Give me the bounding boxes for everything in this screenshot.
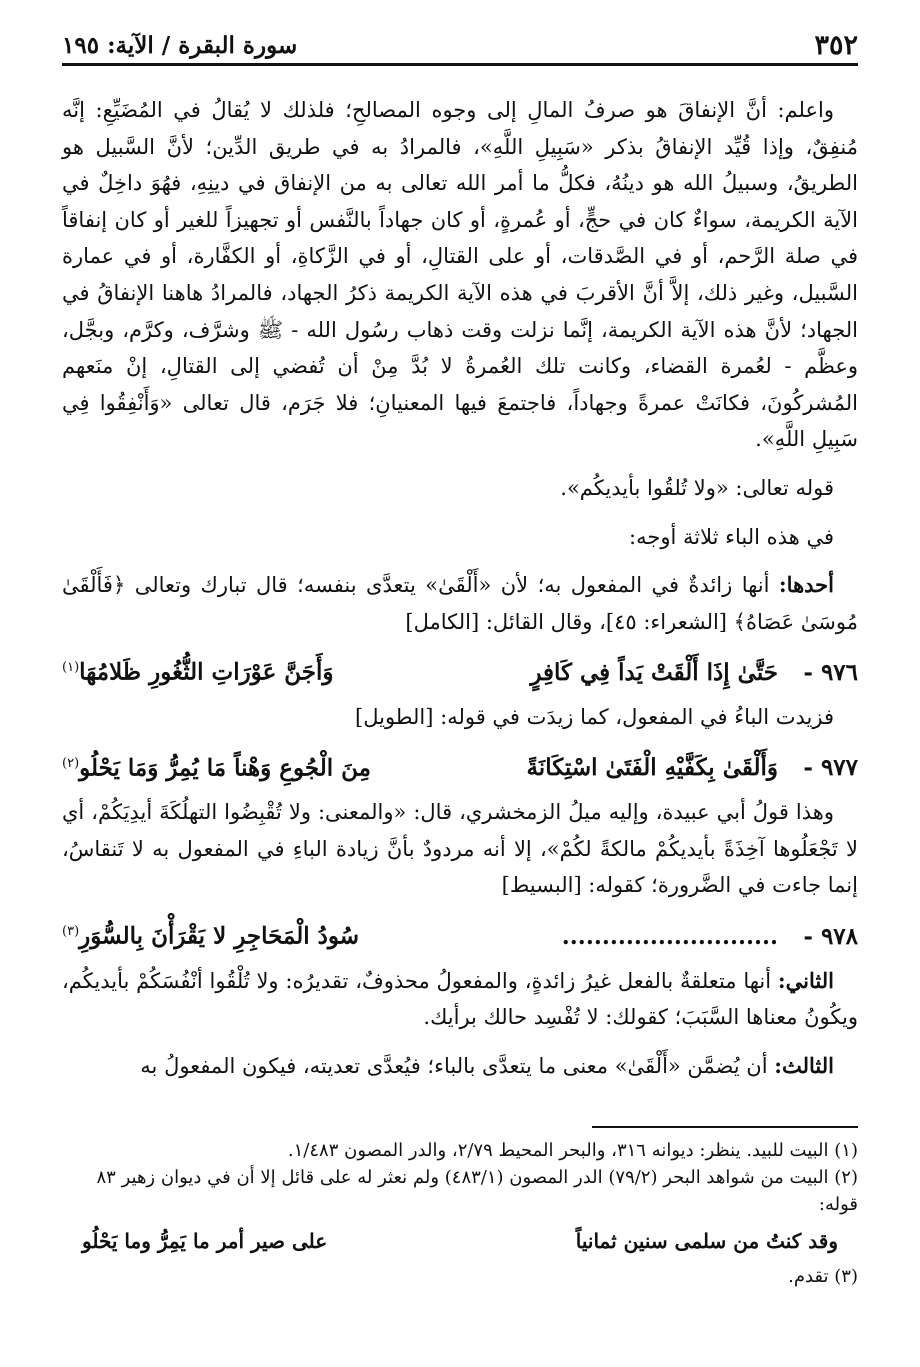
paragraph-zamakhshari: وهذا قولُ أبي عبيدة، وإليه ميلُ الزمخشري، قال: «والمعنى: ولا تُقْبِضُوا التهلُكَةَ أيدِيَكُمْ، أي لا تَجْعَلُوها آخِذَةً بأيديكُمْ مالكةً لكُمْ»، إلا أنه مردودٌ بأنَّ زيادة الباءِ في المفعول به لا تَنقاسُ، إنما جاءت في الضَّرورة؛ كقوله: [البسيط] xyxy=(62,800,858,898)
footnote-ref: (٢) xyxy=(62,755,80,771)
second-label: الثاني: xyxy=(777,967,834,993)
third-label: الثالث: xyxy=(774,1052,834,1078)
footnote-divider xyxy=(592,1126,858,1128)
footnote-verse-first-hemistich: وقد كنتُ من سلمى سنين ثمانياً xyxy=(575,1229,838,1253)
hemistich-text: مِنَ الْجُوعِ وَهْناً مَا يُمِرُّ وَمَا يَحْلُو xyxy=(79,754,371,782)
third-view-text: أن يُضمَّن «أَلْقَىٰ» معنى ما يتعدَّى بالباء؛ فيُعدَّى تعديته، فيكون المفعولُ به xyxy=(140,1053,768,1078)
paragraph-quote: قوله تعالى: «ولا تُلقُوا بأيديكُم». xyxy=(560,475,834,500)
verse-second-hemistich xyxy=(62,648,412,693)
hemistich-text: وَأَجَنَّ عَوْرَاتِ الثُّغُورِ ظَلامُهَا xyxy=(79,658,334,686)
verse-976 xyxy=(62,648,858,693)
header-rule xyxy=(62,63,858,66)
verse-number: ٩٧٨ - xyxy=(803,922,858,950)
page-header xyxy=(62,28,858,62)
page-number: ٣٥٢ xyxy=(814,30,858,61)
verse-first-hemistich: ........................... xyxy=(561,922,778,950)
main-text xyxy=(62,92,858,1084)
paragraph-second-view xyxy=(62,963,858,1036)
verse-number: ٩٧٦ - xyxy=(803,658,858,686)
hemistich-text: سُودُ الْمَحَاجِرِ لا يَقْرَأْنَ بِالسُّوَرِ xyxy=(79,922,360,950)
paragraph-first-view xyxy=(62,567,858,640)
footnote-ref: (١) xyxy=(62,660,80,676)
verse-second-hemistich xyxy=(62,912,412,957)
paragraph-intro: في هذه الباء ثلاثة أوجه: xyxy=(629,524,834,549)
footnotes xyxy=(62,1137,858,1290)
footnote-verse xyxy=(82,1228,838,1255)
verse-978 xyxy=(62,912,858,957)
surah-title: سورة البقرة / الآية: ١٩٥ xyxy=(62,32,298,59)
first-label: أحدها: xyxy=(778,572,834,598)
paragraph-third-view xyxy=(62,1048,858,1085)
footnote-verse-second-hemistich: على صير أمر ما يَمِرُّ وما يَحْلُو xyxy=(82,1229,328,1253)
footnote-ref: (٣) xyxy=(62,924,80,939)
verse-977 xyxy=(62,744,858,789)
first-view-text: أنها زائدةٌ في المفعول به؛ لأن «أَلْقَىٰ» يتعدَّى بنفسه؛ قال تبارك وتعالى ﴿فَأَلْقَىٰ مُوسَىٰ عَصَاهُ﴾ [الشعراء: ٤٥]، وقال القائل: [الكامل] xyxy=(62,573,858,634)
footnote-3: (٣) تقدم. xyxy=(788,1266,858,1287)
verse-first-hemistich: حَتَّىٰ إِذَا أَلْقَتْ يَداً فِي كَافِرٍ xyxy=(530,658,778,686)
verse-first-hemistich: وَأَلْقَىٰ بِكَفَّيْهِ الْفَتَىٰ اسْتِكَانَةً xyxy=(526,754,778,782)
footnote-2: (٢) البيت من شواهد البحر (٧٩/٢) الدر المصون (٤٨٣/١) ولم نعثر له على قائل إلا أن في ديوان زهير ٨٣ قوله: xyxy=(96,1167,858,1215)
verse-second-hemistich xyxy=(62,744,412,789)
paragraph-added-ba: فزيدت الباءُ في المفعول، كما زيدَت في قوله: [الطويل] xyxy=(355,704,834,729)
footnote-1: (١) البيت للبيد. ينظر: ديوانه ٣١٦، والبحر المحيط ٢/٧٩، والدر المصون ١/٤٨٣. xyxy=(287,1140,858,1161)
paragraph-infaq: واعلم: أنَّ الإنفاقَ هو صرفُ المالِ إلى وجوه المصالحِ؛ فلذلك لا يُقالُ في المُضَيِّعِ: إنَّه مُنفِقٌ، وإذا قُيِّد الإنفاقُ بذكر «سَبِيلِ اللَّهِ»، فالمرادُ به في طريق الدِّين؛ لأنَّ السَّبيل هو الطريقُ، وسبيلُ الله هو دينُهُ، فكلُّ ما أمر الله تعالى به من الإنفاق في دينِهِ، فهُوَ داخِلٌ في الآية الكريمة، سواءٌ كان في حجٍّ، أو عُمرةٍ، أو كان جهاداً بالنَّفس أو تجهيزاً للغير أو كان إنفاقاً في صلة الرَّحم، أو في الصَّدقات، أو على القتالِ، أو في الزَّكاةِ، أو الكفَّارة، أو في عمارة السَّبيل، وغير ذلك، إلاَّ أنَّ الأقربَ في هذه الآية الكريمة ذكرُ الجهاد، فالمرادُ هاهنا الإنفاقُ في الجهاد؛ لأنَّ هذه الآية الكريمة، إنَّما نزلت وقت ذهاب رسُول الله - ﷺ وشرَّف، وكرَّم، وبجَّل، وعظَّم - لعُمرة القضاء، وكانت تلك العُمرةُ لا بُدَّ مِنْ أن تُفضي إلى القتالِ، إنْ منَعهم المُشركُونَ، فكانَتْ عمرةً وجهاداً، فاجتمعَ فيها المعنيانِ؛ فلا جَرَم، قال تعالى «وَأَنْفِقُوا فِي سَبِيلِ اللَّهِ». xyxy=(62,98,858,452)
verse-number: ٩٧٧ - xyxy=(803,754,858,782)
second-view-text: أنها متعلقةٌ بالفعل غيرُ زائدةٍ، والمفعولُ محذوفٌ، تقديرُه: ولا تُلْقُوا أنْفُسَكُمْ بأيديكُم، ويكُونُ معناها السَّبَبَ؛ كقولك: لا تُفْسِد حالك برأيك. xyxy=(62,968,858,1030)
